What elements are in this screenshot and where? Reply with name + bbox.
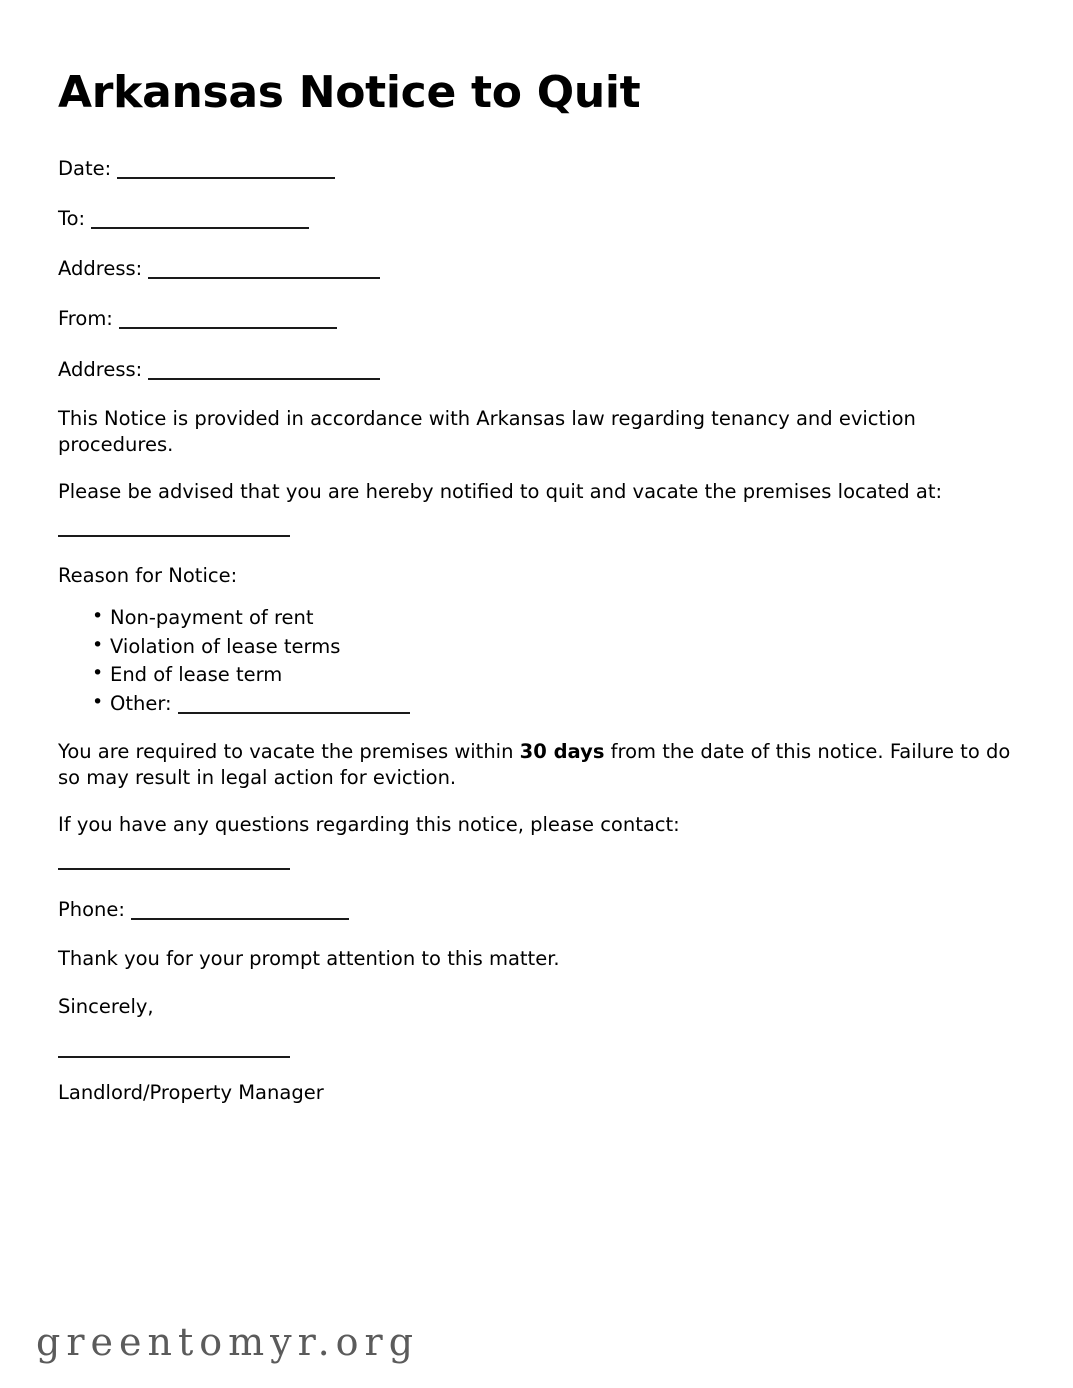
field-date [58, 155, 1015, 183]
field-to [58, 205, 1015, 233]
reason-label: Reason for Notice: [58, 564, 238, 588]
site-watermark: greentomyr.org [36, 1320, 420, 1364]
field-blank-sender-address[interactable] [148, 365, 380, 380]
premises-address-blank[interactable] [58, 535, 290, 537]
reason-text: End of lease term [110, 663, 283, 687]
field-sender-address [58, 356, 1015, 384]
field-blank-from[interactable] [119, 314, 337, 329]
field-blank-recipient-address[interactable] [148, 264, 380, 279]
list-item[interactable] [58, 662, 1015, 688]
reason-text-other: Other: [110, 692, 172, 716]
list-item[interactable] [58, 605, 1015, 631]
field-label-recipient-address: Address: [58, 257, 143, 281]
signature-blank[interactable] [58, 1056, 290, 1058]
thank-you-line: Thank you for your prompt attention to this matter. [58, 947, 560, 971]
field-recipient-address [58, 255, 1015, 283]
vacate-paragraph [58, 739, 1015, 790]
sincerely-line: Sincerely, [58, 995, 154, 1018]
reason-list [58, 605, 1015, 717]
field-blank-other-reason[interactable] [178, 699, 410, 714]
vacate-text-after: from the date of this notice. Failure to do so may result in legal action for eviction. [58, 739, 1011, 789]
field-blank-date[interactable] [117, 164, 335, 179]
premises-paragraph: Please be advised that you are hereby notified to quit and vacate the premises located at: [58, 480, 943, 504]
field-label-sender-address: Address: [58, 357, 143, 381]
field-phone [58, 896, 1015, 924]
signature-title: Landlord/Property Manager [58, 1080, 324, 1104]
field-label-date: Date: [58, 156, 112, 180]
contact-name-blank[interactable] [58, 868, 290, 870]
page-title: Arkansas Notice to Quit [58, 67, 641, 118]
list-item[interactable] [58, 634, 1015, 660]
intro-paragraph: This Notice is provided in accordance with Arkansas law regarding tenancy and eviction procedures. [58, 406, 916, 456]
field-label-phone: Phone: [58, 898, 125, 921]
field-blank-to[interactable] [91, 214, 309, 229]
reason-text: Violation of lease terms [110, 634, 341, 658]
field-blank-phone[interactable] [131, 905, 349, 920]
contact-paragraph: If you have any questions regarding this notice, please contact: [58, 813, 680, 837]
field-label-to: To: [58, 206, 86, 230]
list-item-other[interactable] [58, 691, 1015, 717]
field-from [58, 305, 1015, 333]
field-label-from: From: [58, 307, 113, 331]
vacate-deadline-emphasis: 30 days [519, 739, 605, 763]
vacate-text-before: You are required to vacate the premises within [58, 739, 520, 763]
reason-text: Non-payment of rent [110, 605, 314, 629]
